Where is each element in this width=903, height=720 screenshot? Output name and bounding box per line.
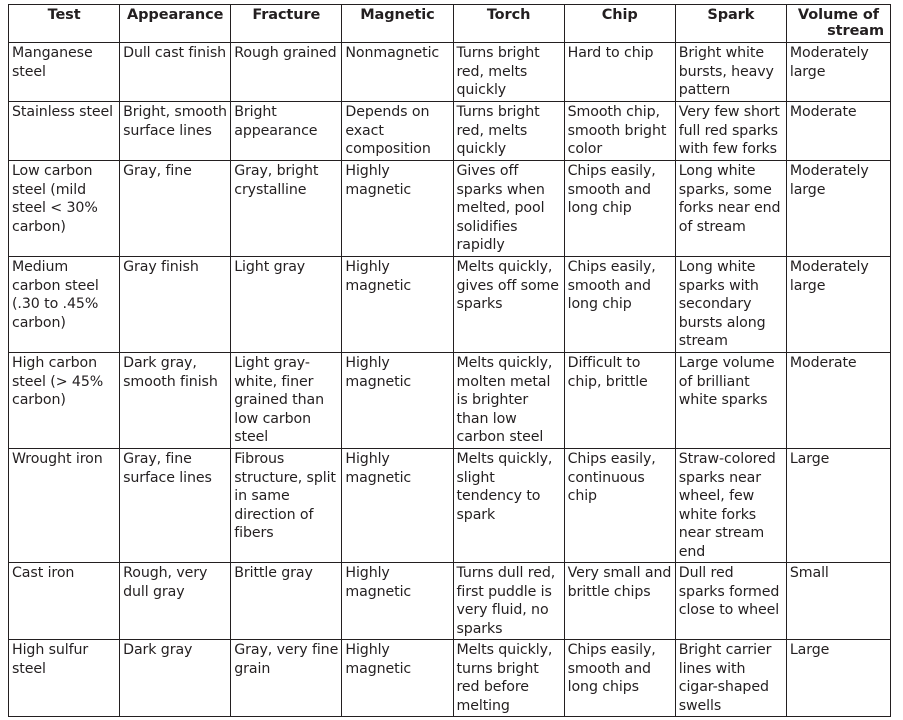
- cell-spark: Long white sparks, some forks near end of stream: [675, 161, 786, 257]
- cell-torch: Melts quickly, gives off some sparks: [453, 257, 564, 353]
- cell-appearance: Dark gray, smooth finish: [120, 353, 231, 449]
- cell-magnetic: Highly magnetic: [342, 640, 453, 717]
- cell-fracture: Bright appearance: [231, 102, 342, 161]
- cell-magnetic: Highly magnetic: [342, 449, 453, 563]
- cell-volume: Moderate: [786, 102, 890, 161]
- cell-appearance: Dark gray: [120, 640, 231, 717]
- cell-volume: Moderately large: [786, 43, 890, 102]
- header-chip: Chip: [564, 5, 675, 43]
- cell-torch: Gives off sparks when melted, pool solidifies rapidly: [453, 161, 564, 257]
- cell-volume: Moderate: [786, 353, 890, 449]
- header-volume-line1: Volume of: [797, 7, 879, 23]
- cell-appearance: Bright, smooth surface lines: [120, 102, 231, 161]
- table-row: [9, 449, 891, 563]
- cell-fracture: Light gray-white, finer grained than low carbon steel: [231, 353, 342, 449]
- cell-test: Manganese steel: [9, 43, 120, 102]
- cell-spark: Large volume of brilliant white sparks: [675, 353, 786, 449]
- cell-spark: Straw-colored sparks near wheel, few white forks near stream end: [675, 449, 786, 563]
- cell-fracture: Brittle gray: [231, 563, 342, 640]
- cell-test: Medium carbon steel (.30 to .45% carbon): [9, 257, 120, 353]
- cell-appearance: Rough, very dull gray: [120, 563, 231, 640]
- table-row: [9, 563, 891, 640]
- cell-magnetic: Depends on exact composition: [342, 102, 453, 161]
- cell-spark: Very few short full red sparks with few forks: [675, 102, 786, 161]
- cell-fracture: Gray, very fine grain: [231, 640, 342, 717]
- table-row: [9, 43, 891, 102]
- cell-torch: Turns bright red, melts quickly: [453, 102, 564, 161]
- header-torch: Torch: [453, 5, 564, 43]
- cell-volume: Moderately large: [786, 257, 890, 353]
- table-row: [9, 102, 891, 161]
- header-magnetic: Magnetic: [342, 5, 453, 43]
- cell-chip: Chips easily, continuous chip: [564, 449, 675, 563]
- cell-test: High carbon steel (> 45% carbon): [9, 353, 120, 449]
- cell-chip: Chips easily, smooth and long chip: [564, 257, 675, 353]
- cell-torch: Melts quickly, turns bright red before melting: [453, 640, 564, 717]
- cell-appearance: Dull cast finish: [120, 43, 231, 102]
- cell-spark: Dull red sparks formed close to wheel: [675, 563, 786, 640]
- cell-torch: Melts quickly, slight tendency to spark: [453, 449, 564, 563]
- cell-appearance: Gray, fine: [120, 161, 231, 257]
- cell-magnetic: Highly magnetic: [342, 353, 453, 449]
- cell-fracture: Rough grained: [231, 43, 342, 102]
- cell-chip: Very small and brittle chips: [564, 563, 675, 640]
- cell-test: Low carbon steel (mild steel < 30% carbon): [9, 161, 120, 257]
- cell-appearance: Gray, fine surface lines: [120, 449, 231, 563]
- cell-magnetic: Highly magnetic: [342, 161, 453, 257]
- cell-test: Stainless steel: [9, 102, 120, 161]
- cell-fracture: Fibrous structure, split in same direction of fibers: [231, 449, 342, 563]
- cell-chip: Hard to chip: [564, 43, 675, 102]
- cell-spark: Bright carrier lines with cigar-shaped swells: [675, 640, 786, 717]
- header-volume-of-stream: [786, 5, 890, 43]
- cell-volume: Large: [786, 449, 890, 563]
- cell-test: Cast iron: [9, 563, 120, 640]
- cell-magnetic: Highly magnetic: [342, 257, 453, 353]
- table-row: [9, 257, 891, 353]
- cell-fracture: Light gray: [231, 257, 342, 353]
- cell-test: High sulfur steel: [9, 640, 120, 717]
- header-appearance: Appearance: [120, 5, 231, 43]
- cell-chip: Difficult to chip, brittle: [564, 353, 675, 449]
- header-row: [9, 5, 891, 43]
- header-volume-line2: stream: [827, 23, 884, 39]
- cell-chip: Chips easily, smooth and long chips: [564, 640, 675, 717]
- cell-test: Wrought iron: [9, 449, 120, 563]
- cell-chip: Chips easily, smooth and long chip: [564, 161, 675, 257]
- cell-torch: Melts quickly, molten metal is brighter than low carbon steel: [453, 353, 564, 449]
- cell-volume: Small: [786, 563, 890, 640]
- cell-chip: Smooth chip, smooth bright color: [564, 102, 675, 161]
- cell-torch: Turns dull red, first puddle is very fluid, no sparks: [453, 563, 564, 640]
- cell-spark: Long white sparks with secondary bursts along stream: [675, 257, 786, 353]
- header-test: Test: [9, 5, 120, 43]
- cell-fracture: Gray, bright crystalline: [231, 161, 342, 257]
- cell-torch: Turns bright red, melts quickly: [453, 43, 564, 102]
- table-row: [9, 161, 891, 257]
- cell-magnetic: Highly magnetic: [342, 563, 453, 640]
- metal-identification-table-container: [8, 4, 891, 717]
- metal-identification-table: [8, 4, 891, 717]
- header-spark: Spark: [675, 5, 786, 43]
- cell-volume: Moderately large: [786, 161, 890, 257]
- cell-appearance: Gray finish: [120, 257, 231, 353]
- cell-volume: Large: [786, 640, 890, 717]
- table-row: [9, 640, 891, 717]
- header-fracture: Fracture: [231, 5, 342, 43]
- cell-spark: Bright white bursts, heavy pattern: [675, 43, 786, 102]
- table-row: [9, 353, 891, 449]
- cell-magnetic: Nonmagnetic: [342, 43, 453, 102]
